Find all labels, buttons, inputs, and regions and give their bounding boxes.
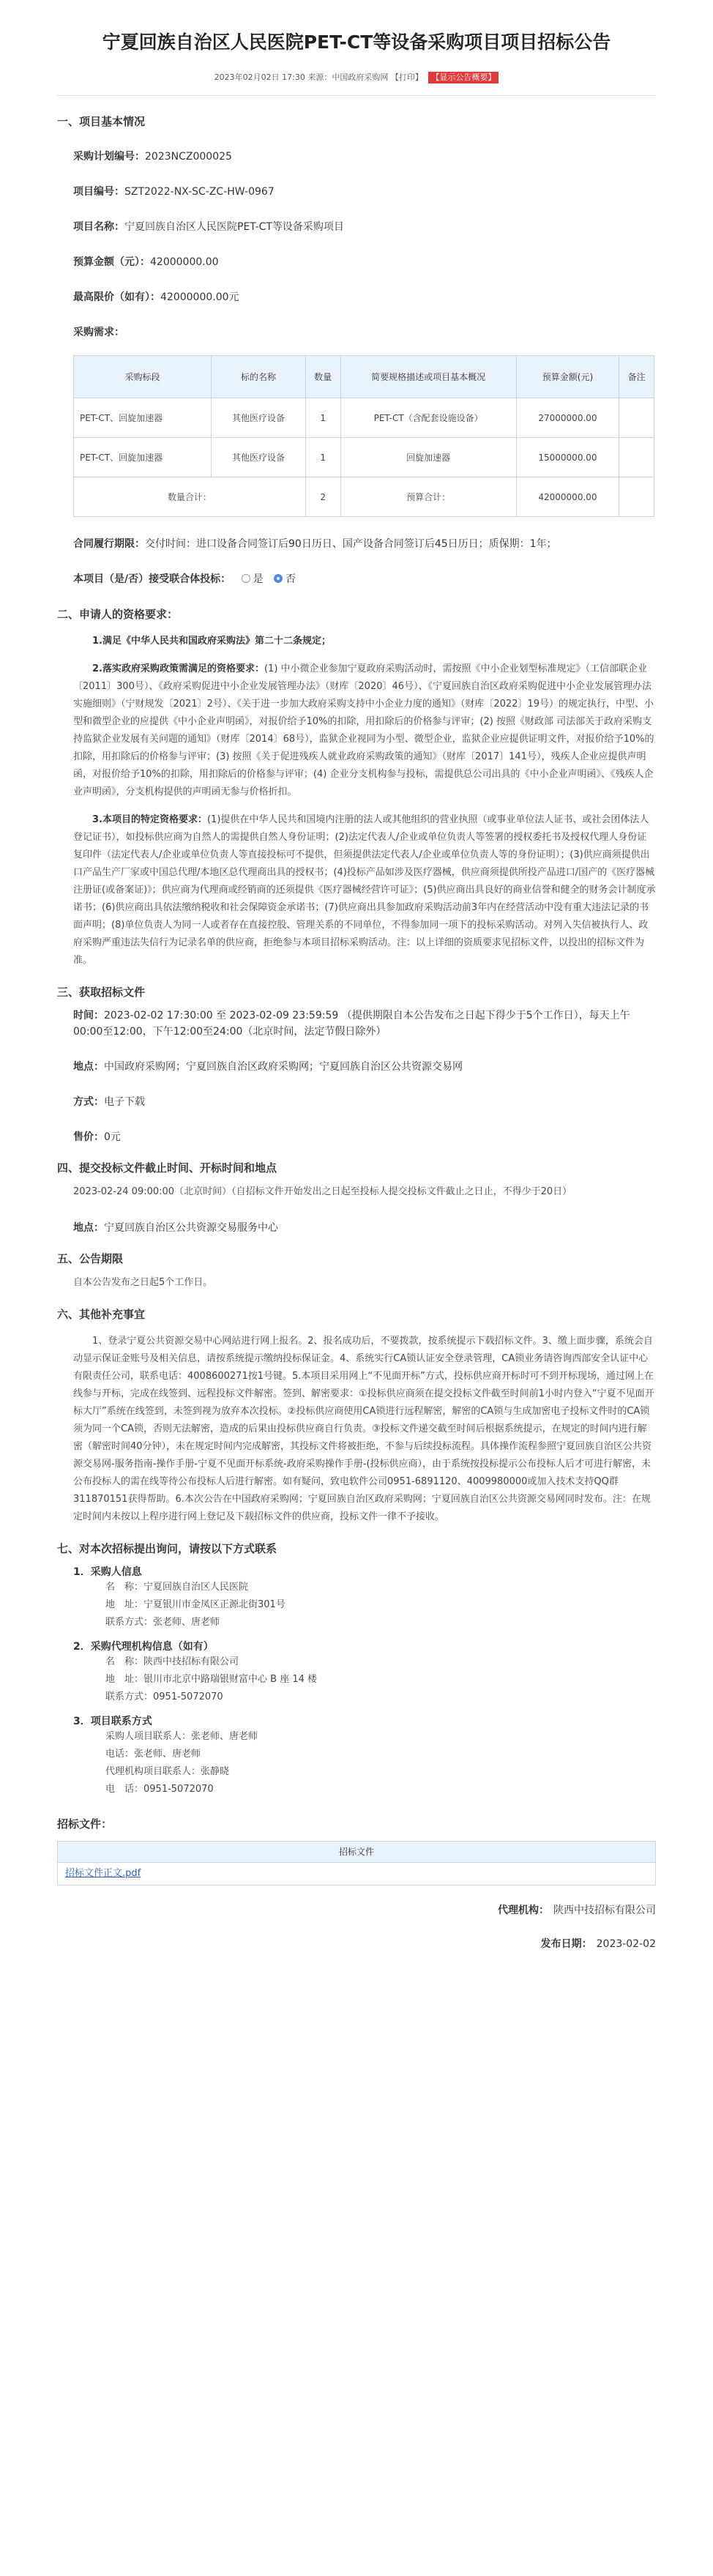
contact-key: 地 址： bbox=[105, 1599, 144, 1610]
field-key: 项目编号： bbox=[73, 186, 124, 198]
obtain-method: 方式：电子下载 bbox=[73, 1096, 145, 1108]
contact-line bbox=[57, 1746, 656, 1763]
section-6-heading: 六、其他补充事宜 bbox=[57, 1308, 146, 1321]
contact-line bbox=[57, 1728, 656, 1746]
section-1-heading: 一、项目基本情况 bbox=[57, 115, 146, 128]
table-total-row bbox=[74, 477, 654, 517]
period-text: 自本公告发布之日起5个工作日。 bbox=[73, 1277, 213, 1288]
contact-key: 代理机构项目联系人： bbox=[105, 1766, 201, 1777]
publish-date: 2023年02月02日 17:30 bbox=[214, 72, 305, 82]
project-field bbox=[57, 254, 656, 270]
summary-badge[interactable]: 【显示公告概要】 bbox=[428, 72, 499, 83]
contact-key: 联系方式： bbox=[105, 1691, 154, 1702]
table-header-row bbox=[74, 356, 654, 398]
table-cell: 1 bbox=[305, 438, 340, 477]
field-key: 最高限价（如有）： bbox=[73, 291, 160, 303]
contact-value: 宁夏银川市金凤区正源北街301号 bbox=[143, 1599, 285, 1610]
field-value: 42000000.00元 bbox=[160, 291, 239, 303]
contact-value: 0951-5072070 bbox=[143, 1784, 214, 1795]
table-header-cell: 标的名称 bbox=[212, 356, 306, 398]
divider bbox=[57, 95, 656, 96]
buyer-line bbox=[57, 1579, 656, 1596]
contact-value: 张老师、唐老师 bbox=[191, 1731, 258, 1742]
project-field bbox=[57, 219, 656, 235]
buyer-line bbox=[57, 1596, 656, 1614]
meta-line bbox=[57, 72, 656, 83]
obtain-place: 地点：中国政府采购网；宁夏回族自治区政府采购网；宁夏回族自治区公共资源交易网 bbox=[73, 1061, 463, 1073]
contact-value: 银川市北京中路瑞银财富中心 B 座 14 楼 bbox=[143, 1674, 318, 1685]
contact-value: 陕西中技招标有限公司 bbox=[143, 1656, 239, 1667]
obtain-time: 时间：2023-02-02 17:30:00 至 2023-02-09 23:59:59 （提供期限自本公告发布之日起下得少于5个工作日），每天上午00:00至12:00，下午12:00至24:00（北京时间，法定节假日除外） bbox=[73, 1010, 630, 1038]
contract-period: 合同履行期限：交付时间：进口设备合同签订后90日历日、国产设备合同签订后45日历日；质保期：1年； bbox=[73, 538, 557, 550]
table-cell: PET-CT、回旋加速器 bbox=[74, 398, 212, 438]
table-cell: 其他医疗设备 bbox=[212, 398, 306, 438]
section-3-heading: 三、获取招标文件 bbox=[57, 986, 146, 999]
total-note bbox=[619, 477, 654, 517]
contact-key: 电话： bbox=[105, 1749, 135, 1760]
attachment-label: 招标文件： bbox=[57, 1817, 113, 1831]
table-cell bbox=[619, 438, 654, 477]
agent-line bbox=[57, 1671, 656, 1689]
deadline-text: 2023-02-24 09:00:00（北京时间）（自招标文件开始发出之日起至投标人提交投标文件截止之日止，不得少于20日） bbox=[73, 1186, 572, 1197]
section-4-heading: 四、提交投标文件截止时间、开标时间和地点 bbox=[57, 1161, 277, 1175]
section-2-heading: 二、申请人的资格要求： bbox=[57, 608, 179, 621]
table-row bbox=[74, 398, 654, 438]
table-cell: 27000000.00 bbox=[516, 398, 619, 438]
footer-agency: 代理机构： 陕西中技招标有限公司 bbox=[498, 1905, 656, 1916]
requirements-table bbox=[73, 355, 654, 517]
attachment-table bbox=[57, 1841, 656, 1886]
table-row bbox=[74, 438, 654, 477]
contact-line bbox=[57, 1781, 656, 1798]
field-value: 42000000.00 bbox=[150, 256, 219, 268]
agent-info bbox=[57, 1653, 656, 1706]
requirements-label: 采购需求： bbox=[73, 327, 124, 338]
page-title: 宁夏回族自治区人民医院PET-CT等设备采购项目项目招标公告 bbox=[102, 31, 611, 53]
total-label: 数量合计： bbox=[74, 477, 306, 517]
other-matters-text: 1、登录宁夏公共资源交易中心网站进行网上报名。2、报名成功后，不要拨款，按系统提示下载招标文件。3、缴上面步骤，系统会自动显示保证金账号及相关信息，请按系统提示缴纳投标保证金。4、系统实行CA锁认证安全登录管理，CA锁业务请咨询西部安全认证中心有限责任公司，联系电话：4008600271按1号键。5.本项目采用网上“不见面开标”方式，投标供应商开标时可不到开标现场，通过网上在线参与开标，完成在线签到、远程投标文件解密。签到、解密要求：①投标供应商须在提交投标文件截至时间前1小时内登入“宁夏不见面开标大厅”系统在线签到，未签到视为放弃本次投标。②投标供应商使用CA锁进行远程解密，解密的CA锁与生成加密电子投标文件时的CA锁须为同一个CA锁，否则无法解密，造成的后果由投标供应商自行负责。③投标文件递交截至时间后根据系统提示，在规定的时间内进行解密（解密时间40分钟），未在规定时间内完成解密，其投标文件将被拒绝，不参与后续投标流程。具体操作流程参照宁夏回族自治区公共资源交易网-服务指南-操作手册-宁夏不见面开标系统-政府采购操作手册-(投标供应商），由于系统按投标提示公布投标人后才可进行解密，未公布投标人的需在线等待公布投标人后进行解密。如有疑问，致电软件公司0951-6891120、4009980000或加入技术支持QQ群311870151获得帮助。6.本次公告在中国政府采购网；宁夏回族自治区政府采购网；宁夏回族自治区公共资源交易网同时发布。注：在规定时间内未按以上程序进行网上登记及下载招标文件的供应商，投标文件一律不予接收。 bbox=[73, 1336, 654, 1522]
project-field bbox=[57, 184, 656, 200]
source: 来源：中国政府采购网 bbox=[307, 72, 389, 82]
contact-key: 名 称： bbox=[105, 1656, 144, 1667]
table-cell bbox=[619, 398, 654, 438]
field-value: 宁夏回族自治区人民医院PET-CT等设备采购项目 bbox=[124, 221, 344, 233]
table-cell: 回旋加速器 bbox=[340, 438, 516, 477]
contact-value: 张静晓 bbox=[201, 1766, 230, 1777]
total-qty: 2 bbox=[305, 477, 340, 517]
contact-info bbox=[57, 1728, 656, 1798]
obtain-price: 售价：0元 bbox=[73, 1131, 121, 1143]
contact-key: 采购人项目联系人： bbox=[105, 1731, 192, 1742]
attachment-link[interactable]: 招标文件正文.pdf bbox=[65, 1868, 141, 1879]
project-fields bbox=[57, 149, 656, 305]
footer-date: 发布日期： 2023-02-02 bbox=[540, 1938, 656, 1950]
field-key: 预算金额（元）： bbox=[73, 256, 150, 268]
table-header-cell: 简要规格描述或项目基本概况 bbox=[340, 356, 516, 398]
contact-key: 联系方式： bbox=[105, 1617, 154, 1628]
table-cell: PET-CT、回旋加速器 bbox=[74, 438, 212, 477]
contact-key: 地 址： bbox=[105, 1674, 144, 1685]
table-header-cell: 预算金额(元) bbox=[516, 356, 619, 398]
buyer-line bbox=[57, 1614, 656, 1631]
field-key: 采购计划编号： bbox=[73, 151, 145, 163]
radio-no[interactable] bbox=[274, 574, 283, 583]
attachment-row bbox=[58, 1863, 655, 1885]
contact-key: 名 称： bbox=[105, 1582, 144, 1593]
contact-value: 0951-5072070 bbox=[153, 1691, 223, 1702]
attachment-header: 招标文件 bbox=[58, 1842, 655, 1863]
contact-line bbox=[57, 1763, 656, 1781]
qualification-2: 2.落实政府采购政策需满足的资格要求：(1) 中小微企业参加宁夏政府采购活动时，需按照《中小企业划型标准规定》（工信部联企业〔2011〕300号）、《政府采购促进中小企业发展管理办法》（财库〔2020〕46号）、《宁夏回族自治区政府采购促进中小企业发展管理办法实施细则》（宁财规发〔2021〕2号）、《关于进一步加大政府采购支持中小企业力度的通知》（财库〔2022〕19号）的规定执行，中型、小型和微型企业的应提供《中小企业声明函》，对报价给予10%的扣除，用扣除后的价格参与评审；(2) 按照《财政部 司法部关于政府采购支持监狱企业发展有关问题的通知》（财库〔2014〕68号），监狱企业视同为小型、微型企业，监狱企业应提供证明文件，对报价给予10%的扣除，用扣除后的价格参与评审；(3) 按照《关于促进残疾人就业政府采购政策的通知》（财库〔2017〕141号），残疾人企业应提供声明函，对报价给予10%的扣除，用扣除后的价格参与评审；(4) 企业分支机构参与投标，需提供总公司出具的《中小企业声明函》、《残疾人企业声明函》，分支机构提供的声明函无参与价格折扣。 bbox=[73, 663, 654, 797]
contact-value: 张老师、唐老师 bbox=[153, 1617, 220, 1628]
project-field bbox=[57, 149, 656, 165]
project-field bbox=[57, 289, 656, 305]
buyer-info bbox=[57, 1579, 656, 1631]
table-body bbox=[74, 398, 654, 517]
radio-yes[interactable] bbox=[242, 574, 250, 583]
table-header-cell: 采购标段 bbox=[74, 356, 212, 398]
contact-key: 电 话： bbox=[105, 1784, 144, 1795]
qualification-1: 1.满足《中华人民共和国政府采购法》第二十二条规定； bbox=[92, 636, 331, 647]
table-header-cell: 数量 bbox=[305, 356, 340, 398]
table-cell: 15000000.00 bbox=[516, 438, 619, 477]
contact-value: 宁夏回族自治区人民医院 bbox=[143, 1582, 249, 1593]
section-5-heading: 五、公告期限 bbox=[57, 1252, 124, 1265]
total-budget-label: 预算合计： bbox=[340, 477, 516, 517]
section-7-heading: 七、对本次招标提出询问，请按以下方式联系 bbox=[57, 1542, 277, 1555]
table-cell: 1 bbox=[305, 398, 340, 438]
agent-line bbox=[57, 1653, 656, 1671]
table-cell: 其他医疗设备 bbox=[212, 438, 306, 477]
table-header-cell: 备注 bbox=[619, 356, 654, 398]
consortium-row: 本项目（是/否）接受联合体投标： 是 否 bbox=[73, 573, 296, 585]
field-value: 2023NCZ000025 bbox=[145, 151, 232, 163]
contact-title: 3．项目联系方式 bbox=[73, 1716, 152, 1727]
agent-title: 2．采购代理机构信息（如有） bbox=[73, 1641, 214, 1653]
field-value: SZT2022-NX-SC-ZC-HW-0967 bbox=[124, 186, 275, 198]
contact-value: 张老师、唐老师 bbox=[134, 1749, 201, 1760]
buyer-title: 1．采购人信息 bbox=[73, 1566, 142, 1578]
deadline-place: 地点：宁夏回族自治区公共资源交易服务中心 bbox=[73, 1222, 278, 1234]
qualification-3: 3.本项目的特定资格要求：(1)提供在中华人民共和国境内注册的法人或其他组织的营业执照（或事业单位法人证书、或社会团体法人登记证书），如投标供应商为自然人的需提供自然人身份证明；(2)法定代表人/企业或单位负责人等签署的授权委托书及授权代理人身份证复印件（法定代表人/企业或单位负责人等直接投标可不提供，但须提供法定代表人/企业或单位负责人等的身份证明）；(3)供应商须提供出口产品生产厂家或中国总代理/本地区总代理商出具的授权书；(4)投标产品如涉及医疗器械，供应商须提供所投产品进口/国产的《医疗器械注册证(或备案证)》；供应商为代理商或经销商的还须提供《医疗器械经营许可证》；(5)供应商出具良好的商业信誉和健全的财务会计制度承诺书；(6)供应商出具依法缴纳税收和社会保障资金承诺书；(7)供应商出具参加政府采购活动前3年内在经营活动中没有重大违法记录的书面声明；(8)单位负责人为同一人或者存在直接控股、管理关系的不同单位，不得参加同一项下的投标采购活动。对列入失信被执行人、政府采购严重违法失信行为记录名单的供应商，拒绝参与本项目招标采购活动。注：以上详细的资质要求见招标文件，以投出的招标文件为准。 bbox=[73, 814, 656, 966]
agent-line bbox=[57, 1689, 656, 1706]
field-key: 项目名称： bbox=[73, 221, 124, 233]
total-budget: 42000000.00 bbox=[516, 477, 619, 517]
print-link[interactable]: 【打印】 bbox=[390, 72, 423, 82]
table-cell: PET-CT（含配套设施设备） bbox=[340, 398, 516, 438]
